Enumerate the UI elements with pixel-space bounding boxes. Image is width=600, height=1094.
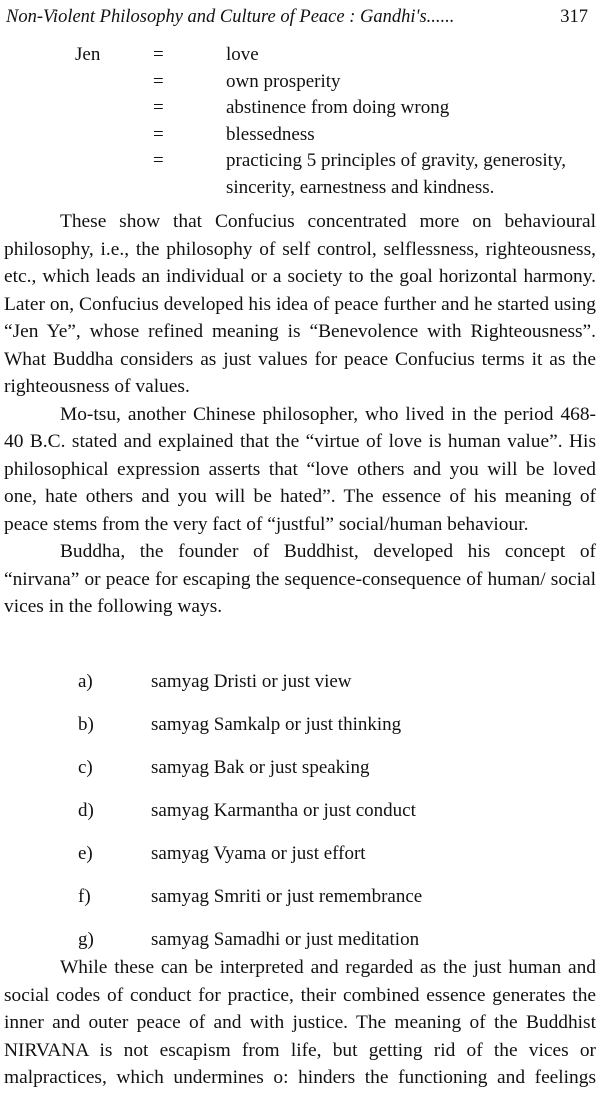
list-item-text: samyag Samadhi or just meditation: [151, 929, 420, 950]
definition-row: [0, 69, 600, 96]
paragraph-confucius: These show that Confucius concentrated more on behavioural philosophy, i.e., the philosophy of self control, selflessness, righteousness, etc., which leads an individual or a society to the goal horizontal harmony. Later on, Confucius developed his idea of peace further and he started using “Jen Ye”, whose refined meaning is “Benevolence with Righteousness”. What Buddha considers as just values for peace Confucius terms it as the righteousness of values.: [4, 211, 596, 397]
list-item: [0, 710, 600, 753]
list-item-text: samyag Samkalp or just thinking: [151, 714, 402, 735]
equals-sign: =: [153, 150, 164, 171]
running-head: [6, 2, 592, 32]
definition-meaning: abstinence from doing wrong: [226, 97, 450, 118]
jen-definitions: [0, 42, 600, 201]
list-item-text: samyag Vyama or just effort: [151, 843, 366, 864]
closing-text: [4, 954, 596, 1092]
list-item: [0, 882, 600, 925]
body-text: [4, 208, 596, 621]
paragraph-mo-tsu: Mo-tsu, another Chinese philosopher, who lived in the period 468-40 B.C. stated and explained that the “virtue of love is human value”. His philosophical expression asserts that “love others and you will be loved one, hate others and you will be hated”. The essence of his meaning of peace stems from the very fact of “justful” social/human behaviour.: [4, 403, 596, 535]
list-marker: c): [78, 757, 93, 778]
definition-meaning: love: [226, 44, 259, 65]
list-item: [0, 796, 600, 839]
list-marker: d): [78, 800, 94, 821]
eightfold-path-list: [0, 667, 600, 968]
page-number: 317: [560, 7, 588, 27]
list-marker: f): [78, 886, 91, 907]
paragraph-closing: While these can be interpreted and regarded as the just human and social codes of conduct for practice, their combined essence generates the inner and outer peace of and with justice. The meaning of the Buddhist NIRVANA is not escapism from life, but getting rid of the vices or malpractices, which undermines o: hinders the functioning and feelings: [4, 957, 596, 1088]
list-item-text: samyag Smriti or just remembrance: [151, 886, 423, 907]
definition-meaning: own prosperity: [226, 70, 341, 92]
list-item-text: samyag Karmantha or just conduct: [151, 800, 416, 821]
equals-sign: =: [153, 123, 164, 145]
list-marker: e): [78, 843, 93, 864]
equals-sign: =: [153, 70, 164, 92]
definition-row: [0, 175, 600, 202]
list-item: [0, 753, 600, 796]
definition-row: [0, 122, 600, 149]
definition-meaning-continued: sincerity, earnestness and kindness.: [226, 176, 495, 198]
definition-term: Jen: [75, 44, 101, 65]
definition-row: [0, 42, 600, 69]
definition-meaning: blessedness: [226, 123, 315, 145]
list-marker: b): [78, 714, 94, 735]
definition-meaning: practicing 5 principles of gravity, generosity,: [226, 150, 566, 171]
list-item-text: samyag Bak or just speaking: [151, 757, 370, 778]
definition-row: [0, 148, 600, 175]
list-marker: g): [78, 929, 94, 950]
running-head-title: Non-Violent Philosophy and Culture of Peace : Gandhi's......: [6, 7, 455, 27]
list-item: [0, 839, 600, 882]
definition-row: [0, 95, 600, 122]
equals-sign: =: [153, 97, 164, 118]
list-item: [0, 667, 600, 710]
paragraph-buddha: Buddha, the founder of Buddhist, developed his concept of “nirvana” or peace for escaping the sequence-consequence of human/ social vices in the following ways.: [4, 541, 596, 617]
list-marker: a): [78, 671, 93, 692]
equals-sign: =: [153, 44, 164, 65]
list-item-text: samyag Dristi or just view: [151, 671, 352, 692]
